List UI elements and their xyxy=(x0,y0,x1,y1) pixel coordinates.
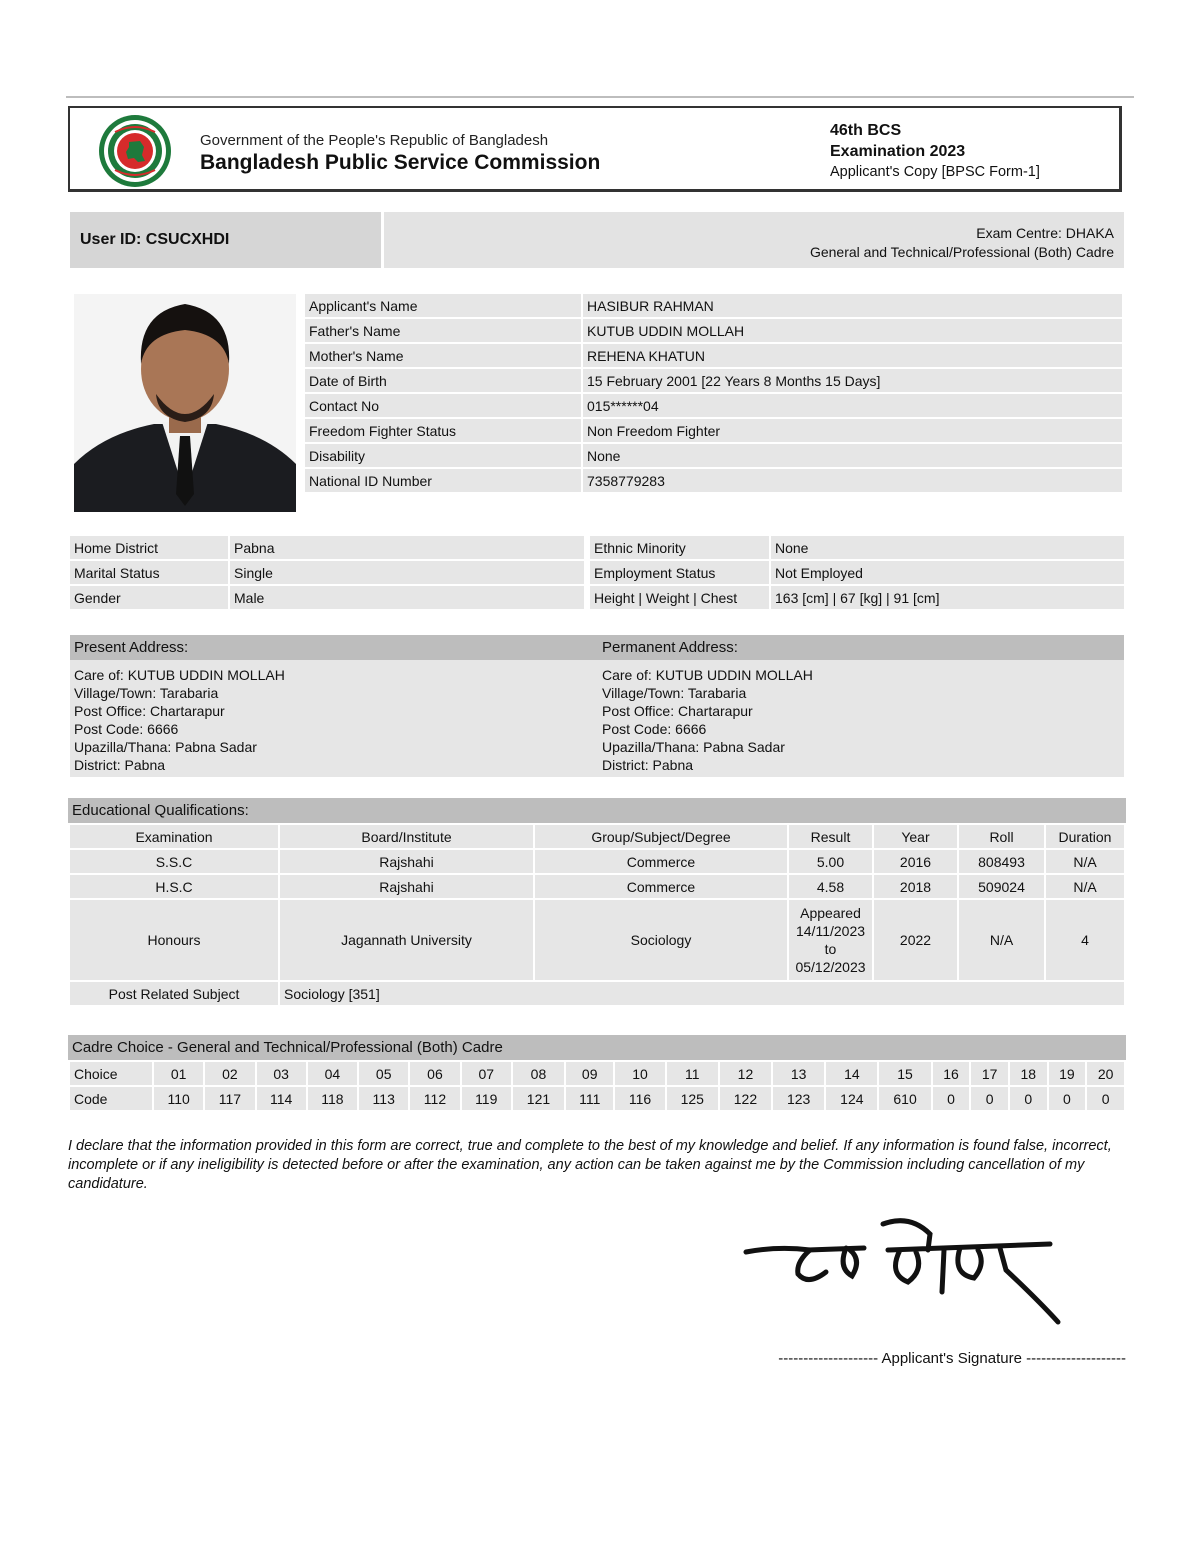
post-subject-label: Post Related Subject xyxy=(70,982,278,1005)
info-label: Contact No xyxy=(305,394,581,417)
table-cell: Appeared 14/11/2023 to 05/12/2023 xyxy=(789,900,872,980)
table-cell: 2022 xyxy=(874,900,957,980)
address-line: Post Code: 6666 xyxy=(74,721,179,737)
table-row xyxy=(305,344,1122,367)
exam-name: 46th BCS xyxy=(830,122,902,139)
table-row xyxy=(70,561,1124,584)
table-row xyxy=(305,469,1122,492)
table-row xyxy=(305,444,1122,467)
code-label: Code xyxy=(70,1087,152,1110)
applicant-photo xyxy=(74,294,296,512)
code-cell: 112 xyxy=(410,1087,459,1110)
signature-image xyxy=(738,1210,1068,1335)
choice-cell: 16 xyxy=(933,1062,970,1085)
choice-cell: 20 xyxy=(1087,1062,1124,1085)
address-line: District: Pabna xyxy=(74,757,166,773)
choice-cell: 17 xyxy=(971,1062,1008,1085)
code-cell: 0 xyxy=(971,1087,1008,1110)
table-cell: Rajshahi xyxy=(280,850,533,873)
choice-cell: 04 xyxy=(308,1062,357,1085)
cadre-table xyxy=(68,1060,1126,1112)
table-cell: N/A xyxy=(1046,875,1124,898)
table-row xyxy=(70,982,1124,1005)
info-label: Father's Name xyxy=(305,319,581,342)
applicant-info-table xyxy=(303,292,1124,494)
top-divider xyxy=(66,96,1134,98)
table-row xyxy=(305,419,1122,442)
column-header: Board/Institute xyxy=(280,825,533,848)
info-label: Freedom Fighter Status xyxy=(305,419,581,442)
info-label: Date of Birth xyxy=(305,369,581,392)
detail-value: Single xyxy=(230,561,584,584)
address-header xyxy=(70,635,1124,660)
copy-type: Applicant's Copy [BPSC Form-1] xyxy=(830,164,1040,180)
address-line: Village/Town: Tarabaria xyxy=(602,685,747,701)
government-line: Government of the People's Republic of Bangladesh xyxy=(200,132,549,149)
table-row xyxy=(305,294,1122,317)
code-cell: 113 xyxy=(359,1087,408,1110)
code-cell: 121 xyxy=(513,1087,564,1110)
detail-label: Employment Status xyxy=(590,561,769,584)
table-cell: Sociology xyxy=(535,900,787,980)
address-line: Post Office: Chartarapur xyxy=(602,703,753,719)
detail-value: 163 [cm] | 67 [kg] | 91 [cm] xyxy=(771,586,1124,609)
choice-cell: 06 xyxy=(410,1062,459,1085)
exam-centre: Exam Centre: DHAKA xyxy=(976,225,1114,241)
detail-value: Pabna xyxy=(230,536,584,559)
column-header: Examination xyxy=(70,825,278,848)
code-cell: 119 xyxy=(462,1087,511,1110)
code-cell: 0 xyxy=(1010,1087,1047,1110)
choice-cell: 15 xyxy=(879,1062,930,1085)
choice-cell: 11 xyxy=(667,1062,718,1085)
info-value: Non Freedom Fighter xyxy=(583,419,1122,442)
table-cell: H.S.C xyxy=(70,875,278,898)
choice-cell: 08 xyxy=(513,1062,564,1085)
info-value: 15 February 2001 [22 Years 8 Months 15 Days] xyxy=(583,369,1122,392)
table-row xyxy=(70,586,1124,609)
column-gap xyxy=(586,586,588,609)
code-cell: 0 xyxy=(933,1087,970,1110)
choice-cell: 19 xyxy=(1049,1062,1086,1085)
code-cell: 118 xyxy=(308,1087,357,1110)
code-cell: 125 xyxy=(667,1087,718,1110)
address-line: Upazilla/Thana: Pabna Sadar xyxy=(602,739,785,755)
table-row xyxy=(305,394,1122,417)
table-row xyxy=(70,536,1124,559)
choice-cell: 12 xyxy=(720,1062,771,1085)
education-title: Educational Qualifications: xyxy=(68,798,1126,823)
address-line: Post Office: Chartarapur xyxy=(74,703,225,719)
signature-label: -------------------- Applicant's Signature -------------------- xyxy=(778,1350,1126,1367)
table-cell: Honours xyxy=(70,900,278,980)
table-row xyxy=(305,369,1122,392)
address-line: Care of: KUTUB UDDIN MOLLAH xyxy=(602,667,813,683)
permanent-address xyxy=(602,666,813,774)
cadre-type: General and Technical/Professional (Both) Cadre xyxy=(809,244,1114,260)
bpsc-logo xyxy=(98,114,172,188)
info-label: Applicant's Name xyxy=(305,294,581,317)
choice-cell: 07 xyxy=(462,1062,511,1085)
permanent-address-title: Permanent Address: xyxy=(602,639,738,656)
choice-cell: 13 xyxy=(773,1062,824,1085)
column-header: Year xyxy=(874,825,957,848)
user-id: User ID: CSUCXHDI xyxy=(70,212,384,268)
table-cell: 2018 xyxy=(874,875,957,898)
education-section xyxy=(68,798,1126,1007)
info-value: 015******04 xyxy=(583,394,1122,417)
code-cell: 123 xyxy=(773,1087,824,1110)
code-cell: 0 xyxy=(1087,1087,1124,1110)
table-row xyxy=(70,1087,1124,1110)
present-address xyxy=(74,666,285,774)
code-cell: 122 xyxy=(720,1087,771,1110)
detail-value: None xyxy=(771,536,1124,559)
column-header: Roll xyxy=(959,825,1044,848)
table-cell: 808493 xyxy=(959,850,1044,873)
address-line: Post Code: 6666 xyxy=(602,721,707,737)
code-cell: 111 xyxy=(566,1087,613,1110)
choice-cell: 18 xyxy=(1010,1062,1047,1085)
detail-value: Male xyxy=(230,586,584,609)
choice-cell: 10 xyxy=(615,1062,664,1085)
table-row xyxy=(70,850,1124,873)
personal-details-table xyxy=(68,534,1126,611)
education-table xyxy=(68,823,1126,1007)
info-value: 7358779283 xyxy=(583,469,1122,492)
choice-label: Choice xyxy=(70,1062,152,1085)
cadre-section xyxy=(68,1035,1126,1112)
exam-centre-info xyxy=(810,224,1114,262)
code-cell: 116 xyxy=(615,1087,664,1110)
exam-year: Examination 2023 xyxy=(830,143,966,160)
info-value: HASIBUR RAHMAN xyxy=(583,294,1122,317)
column-header: Duration xyxy=(1046,825,1124,848)
table-cell: 4.58 xyxy=(789,875,872,898)
code-cell: 610 xyxy=(879,1087,930,1110)
post-subject-value: Sociology [351] xyxy=(280,982,1124,1005)
choice-cell: 09 xyxy=(566,1062,613,1085)
detail-label: Marital Status xyxy=(70,561,228,584)
address-line: Village/Town: Tarabaria xyxy=(74,685,219,701)
code-cell: 110 xyxy=(154,1087,203,1110)
detail-label: Gender xyxy=(70,586,228,609)
column-gap xyxy=(586,536,588,559)
code-cell: 114 xyxy=(257,1087,306,1110)
detail-label: Home District xyxy=(70,536,228,559)
choice-cell: 03 xyxy=(257,1062,306,1085)
table-cell: N/A xyxy=(959,900,1044,980)
info-value: REHENA KHATUN xyxy=(583,344,1122,367)
column-header: Result xyxy=(789,825,872,848)
table-row xyxy=(70,1062,1124,1085)
code-cell: 0 xyxy=(1049,1087,1086,1110)
column-gap xyxy=(586,561,588,584)
table-cell: Rajshahi xyxy=(280,875,533,898)
table-cell: 509024 xyxy=(959,875,1044,898)
form-header xyxy=(68,106,1122,192)
table-cell: Commerce xyxy=(535,875,787,898)
table-cell: 5.00 xyxy=(789,850,872,873)
address-line: Care of: KUTUB UDDIN MOLLAH xyxy=(74,667,285,683)
address-line: District: Pabna xyxy=(602,757,694,773)
table-row xyxy=(70,875,1124,898)
detail-label: Height | Weight | Chest xyxy=(590,586,769,609)
detail-value: Not Employed xyxy=(771,561,1124,584)
table-header-row xyxy=(70,825,1124,848)
choice-cell: 02 xyxy=(205,1062,254,1085)
table-cell: 4 xyxy=(1046,900,1124,980)
table-row xyxy=(305,319,1122,342)
declaration-text: I declare that the information provided in this form are correct, true and complete to the best of my knowledge and belief. If any information is found false, incorrect, incomplete or if any ineligibility is detected before or after the examination, any action can be taken against me by the Commission including cancellation of my candidature. xyxy=(68,1138,1112,1192)
choice-cell: 14 xyxy=(826,1062,877,1085)
detail-label: Ethnic Minority xyxy=(590,536,769,559)
table-cell: Jagannath University xyxy=(280,900,533,980)
user-bar xyxy=(70,212,1124,268)
info-value: KUTUB UDDIN MOLLAH xyxy=(583,319,1122,342)
cadre-title: Cadre Choice - General and Technical/Professional (Both) Cadre xyxy=(68,1035,1126,1060)
present-address-title: Present Address: xyxy=(74,639,189,656)
info-value: None xyxy=(583,444,1122,467)
info-label: Mother's Name xyxy=(305,344,581,367)
column-header: Group/Subject/Degree xyxy=(535,825,787,848)
address-line: Upazilla/Thana: Pabna Sadar xyxy=(74,739,257,755)
address-body xyxy=(70,660,1124,777)
choice-cell: 05 xyxy=(359,1062,408,1085)
table-cell: S.S.C xyxy=(70,850,278,873)
info-label: National ID Number xyxy=(305,469,581,492)
table-row xyxy=(70,900,1124,980)
table-cell: Commerce xyxy=(535,850,787,873)
exam-info xyxy=(830,120,1040,183)
organization-name: Bangladesh Public Service Commission xyxy=(200,151,601,174)
choice-cell: 01 xyxy=(154,1062,203,1085)
table-cell: 2016 xyxy=(874,850,957,873)
code-cell: 124 xyxy=(826,1087,877,1110)
code-cell: 117 xyxy=(205,1087,254,1110)
info-label: Disability xyxy=(305,444,581,467)
address-section xyxy=(70,635,1124,777)
table-cell: N/A xyxy=(1046,850,1124,873)
